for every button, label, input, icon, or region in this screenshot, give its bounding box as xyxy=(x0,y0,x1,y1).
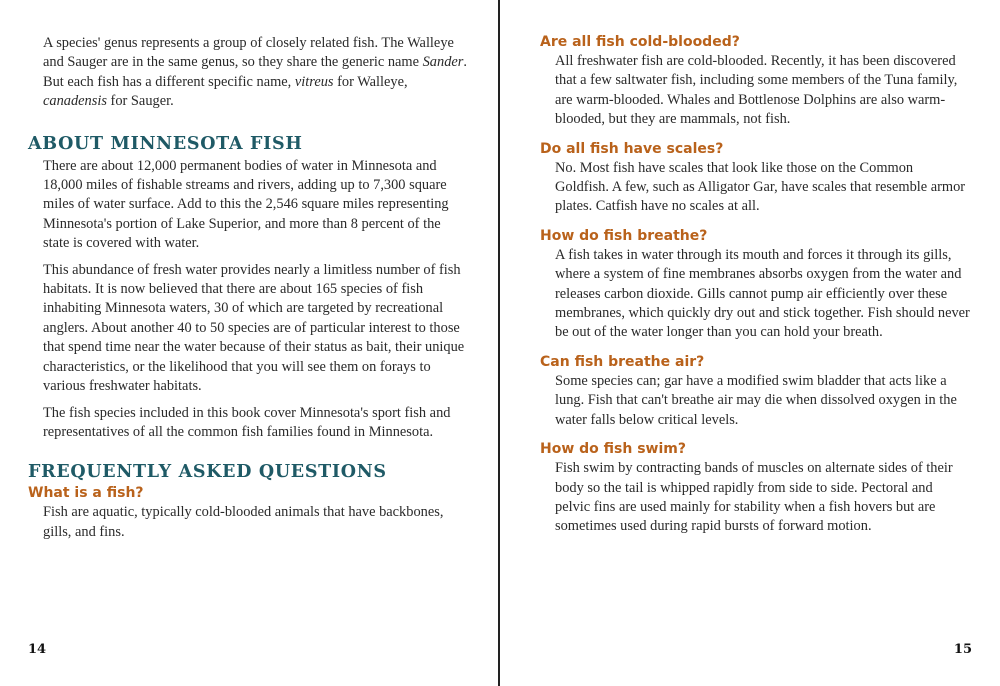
about-heading: ABOUT MINNESOTA FISH xyxy=(28,133,303,154)
faq-question: Do all fish have scales? xyxy=(540,140,724,157)
faq-answer: A fish takes in water through its mouth and forces it through its gills, where a system of fine membranes absorbs oxygen from the water and releases carbon dioxide. Gills cannot pump air efficiently over these membranes, which quickly dry out and stick together. Fish should never be out of the water longer than you can hold your breath. xyxy=(555,246,970,341)
about-paragraph: This abundance of fresh water provides nearly a limitless number of fish habitats. It is now believed that there are about 165 species of fish inhabiting Minnesota waters, 30 of which are targeted by recreational anglers. About another 40 to 50 species are of particular interest to those that spend time near the water because of their status as bait, their unique characteristics, or the likelihood that you will see them on forays to various freshwater habitats. xyxy=(43,261,465,395)
faq-question: How do fish breathe? xyxy=(540,227,708,244)
faq-answer: Fish swim by contracting bands of muscles on alternate sides of their body so the tail is whipped rapidly from side to side. Pectoral and pelvic fins are used mainly for stability when a fish hovers but are sometimes used during rapid bursts of forward motion. xyxy=(555,460,953,535)
intro-paragraph: A species' genus represents a group of closely related fish. The Walleye and Sauger are in the same genus, so they share the generic name Sander. But each fish has a different specific name, vitreus for Walleye, canadensis for Sauger. xyxy=(43,35,467,110)
scientific-name: vitreus xyxy=(294,73,334,90)
faq-question: How do fish swim? xyxy=(540,441,686,458)
faq-answer: No. Most fish have scales that look like those on the Common Goldfish. A few, such as Alligator Gar, have scales that resemble armor plates. Catfish have no scales at all. xyxy=(555,159,966,215)
right-column xyxy=(540,34,970,544)
scientific-name: canadensis xyxy=(43,93,107,110)
left-column xyxy=(28,34,468,549)
right-page xyxy=(502,0,1000,686)
about-paragraph: There are about 12,000 permanent bodies of water in Minnesota and 18,000 miles of fishable streams and rivers, adding up to 7,300 square miles of water surface. Add to this the 2,546 square miles representing Minnesota's portion of Lake Superior, and more than 8 percent of the state is covered with water. xyxy=(43,157,449,252)
faq-question: What is a fish? xyxy=(28,485,144,502)
faq-answer: All freshwater fish are cold-blooded. Recently, it has been discovered that a few saltwater fish, including some members of the Tuna family, are warm-blooded. Whales and Bottlenose Dolphins are also warm-blooded, but they are mammals, not fish. xyxy=(555,53,958,128)
about-paragraph: The fish species included in this book cover Minnesota's sport fish and representatives of all the common fish families found in Minnesota. xyxy=(43,404,451,440)
page-number-left: 14 xyxy=(28,642,47,657)
faq-question: Can fish breathe air? xyxy=(540,353,705,370)
faq-answer: Fish are aquatic, typically cold-blooded animals that have backbones, gills, and fins. xyxy=(43,504,444,540)
faq-answer: Some species can; gar have a modified swim bladder that acts like a lung. Fish that can't breathe air may die when dissolved oxygen in the water falls below critical levels. xyxy=(555,372,957,428)
faq-heading: FREQUENTLY ASKED QUESTIONS xyxy=(28,462,387,483)
page-number-right: 15 xyxy=(953,642,972,657)
scientific-name: Sander xyxy=(422,54,464,71)
faq-question: Are all fish cold-blooded? xyxy=(540,34,740,50)
